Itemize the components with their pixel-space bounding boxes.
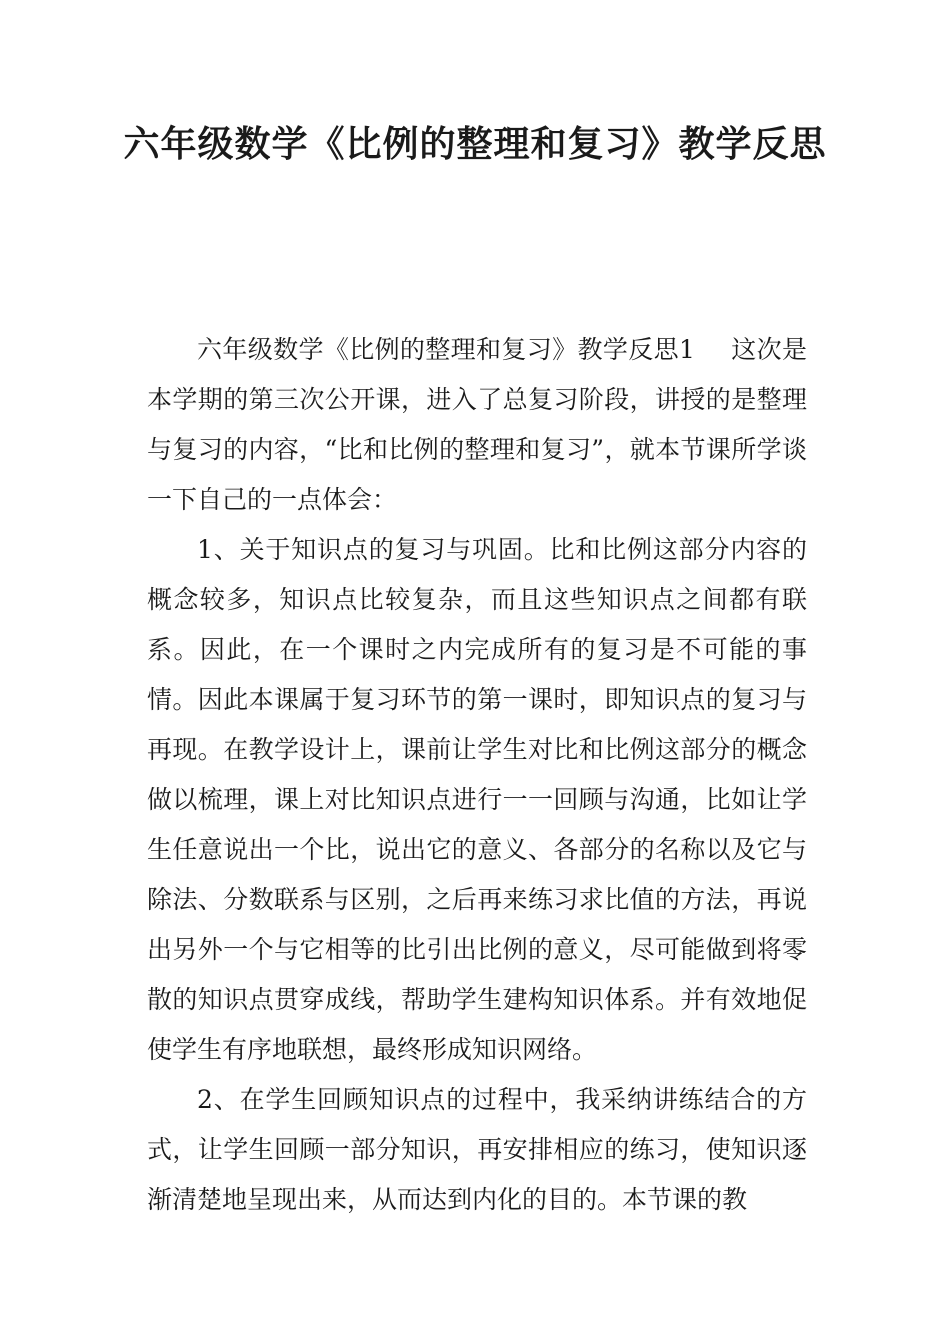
document-body [147,325,807,1225]
intro-text: 这次是本学期的第三次公开课，进入了总复习阶段，讲授的是整理与复习的内容，“比和比例的整理和复习”，就本节课所学谈一下自己的一点体会： [147,335,807,514]
document-title: 六年级数学《比例的整理和复习》教学反思 [123,124,827,165]
section-heading: 六年级数学《比例的整理和复习》教学反思1 [197,335,695,364]
body-paragraph-1: 1、关于知识点的复习与巩固。比和比例这部分内容的概念较多，知识点比较复杂，而且这些知识点之间都有联系。因此，在一个课时之内完成所有的复习是不可能的事情。因此本课属于复习环节的第一课时，即知识点的复习与再现。在教学设计上，课前让学生对比和比例这部分的概念做以梳理，课上对比知识点进行一一回顾与沟通，比如让学生任意说出一个比，说出它的意义、各部分的名称以及它与除法、分数联系与区别，之后再来练习求比值的方法，再说出另外一个与它相等的比引出比例的意义，尽可能做到将零散的知识点贯穿成线，帮助学生建构知识体系。并有效地促使学生有序地联想，最终形成知识网络。 [147,535,807,1064]
intro-paragraph [147,325,807,525]
body-paragraph-2: 2、在学生回顾知识点的过程中，我采纳讲练结合的方式，让学生回顾一部分知识，再安排相应的练习，使知识逐渐清楚地呈现出来，从而达到内化的目的。本节课的教 [147,1085,807,1214]
